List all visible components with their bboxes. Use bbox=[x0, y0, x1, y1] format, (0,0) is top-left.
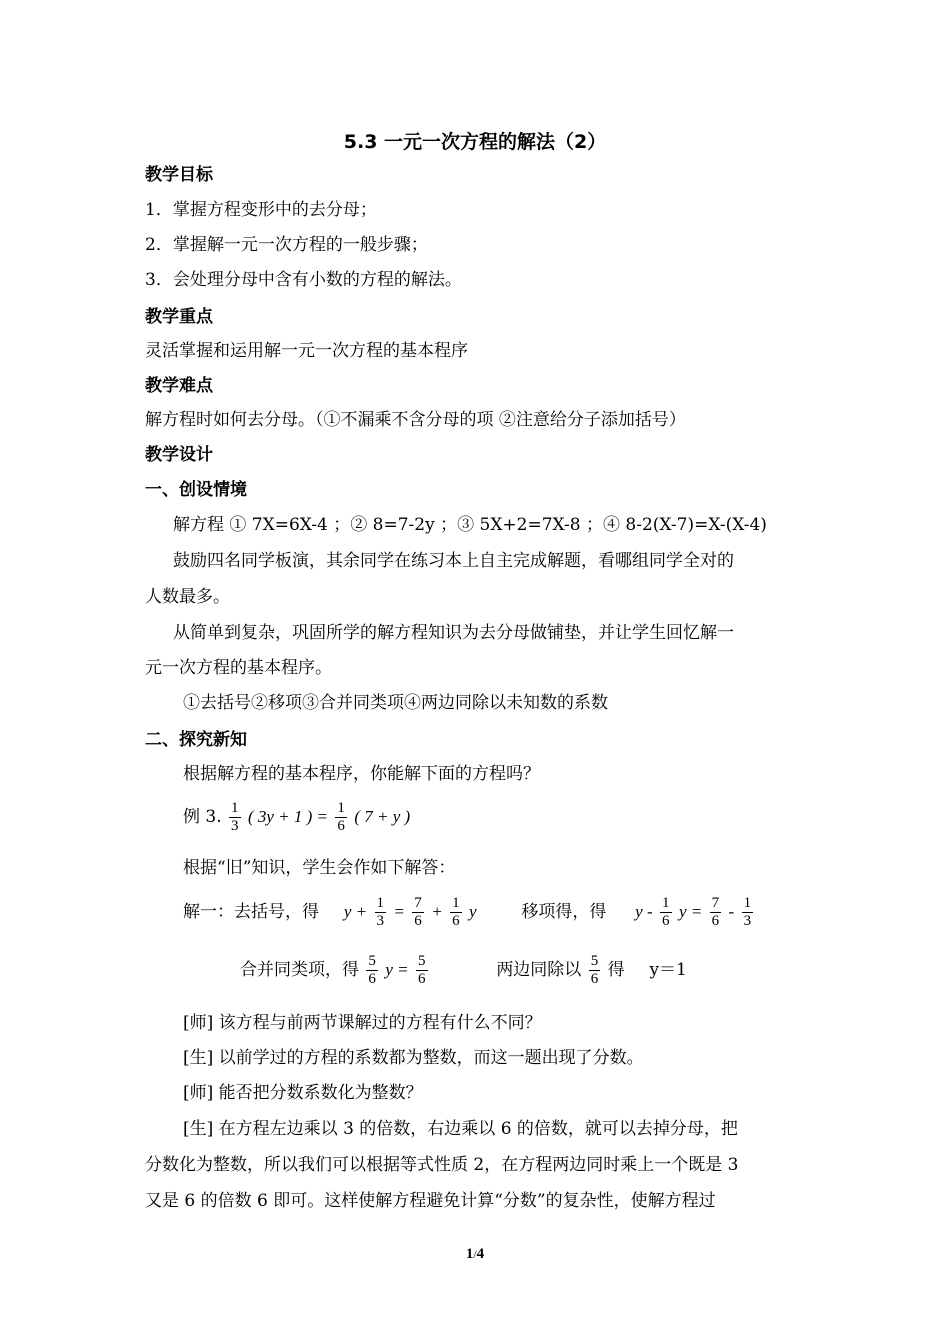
equation-part: y + bbox=[343, 902, 368, 921]
paragraph-line: 又是 6 的倍数 6 即可。这样使解方程避免计算“分数”的复杂性，使解方程过 bbox=[145, 1191, 716, 1211]
page-title: 5.3 一元一次方程的解法（2） bbox=[343, 131, 607, 153]
old-knowledge: 根据“旧”知识，学生会作如下解答： bbox=[183, 858, 456, 878]
design-heading: 教学设计 bbox=[145, 445, 213, 465]
fraction: $\frac{1}{3}$ bbox=[743, 895, 752, 929]
equation-part: ( 7 + y ) bbox=[354, 807, 411, 826]
fraction: $\frac{5}{6}$ bbox=[590, 953, 599, 987]
dialogue-line: [师] 能否把分数系数化为整数？ bbox=[183, 1083, 423, 1103]
combine-label: 合并同类项，得 bbox=[240, 960, 359, 980]
page-number bbox=[0, 1246, 950, 1263]
part1-line: 鼓励四名同学板演，其余同学在练习本上自主完成解题，看哪组同学全对的 bbox=[173, 551, 734, 571]
result: y＝1 bbox=[649, 960, 687, 980]
goals-heading: 教学目标 bbox=[145, 165, 213, 185]
part1-line: 从简单到复杂，巩固所学的解方程知识为去分母做铺垫，并让学生回忆解一 bbox=[173, 623, 734, 643]
key-text: 灵活掌握和运用解一元一次方程的基本程序 bbox=[145, 341, 468, 361]
equation-part: y = bbox=[385, 960, 409, 979]
fraction: $\frac{7}{6}$ bbox=[414, 895, 422, 929]
goal-item: 1．掌握方程变形中的去分母； bbox=[145, 200, 377, 220]
fraction: $\frac{5}{6}$ bbox=[368, 953, 376, 987]
fraction: $\frac{5}{6}$ bbox=[418, 953, 426, 987]
part1-line: 人数最多。 bbox=[145, 587, 230, 607]
dialogue-line: [师] 该方程与前两节课解过的方程有什么不同？ bbox=[183, 1013, 542, 1033]
part1-line: 解方程 ① 7X=6X-4 ；② 8=7-2y ；③ 5X+2=7X-8 ；④ 8-2(X-7)=X-(X-4) bbox=[173, 515, 767, 535]
get-label: 得 bbox=[607, 960, 625, 980]
part1-heading: 一、创设情境 bbox=[145, 480, 247, 500]
fraction: $\frac{1}{6}$ bbox=[337, 800, 345, 834]
fraction: $\frac{1}{3}$ bbox=[376, 895, 384, 929]
fraction: $\frac{7}{6}$ bbox=[711, 895, 720, 929]
fraction: $\frac{1}{6}$ bbox=[662, 895, 670, 929]
equation-part: ( 3y + 1 ) = bbox=[247, 807, 328, 826]
total-pages: 4 bbox=[476, 1246, 485, 1262]
move-label: 移项得，得 bbox=[521, 902, 607, 922]
divide-label: 两边同除以 bbox=[496, 960, 582, 980]
fraction: $\frac{1}{3}$ bbox=[231, 800, 239, 834]
page-separator: / bbox=[473, 1247, 477, 1261]
example-equation bbox=[183, 800, 410, 835]
example-label: 例 3. bbox=[183, 807, 222, 827]
goal-item: 3．会处理分母中含有小数的方程的解法。 bbox=[145, 270, 462, 290]
solution-label: 解一：去括号，得 bbox=[183, 902, 319, 922]
part2-heading: 二、探究新知 bbox=[145, 730, 247, 750]
difficulty-heading: 教学难点 bbox=[145, 376, 213, 396]
part1-line: ①去括号②移项③合并同类项④两边同除以未知数的系数 bbox=[183, 693, 608, 713]
equation-part: + bbox=[431, 902, 443, 921]
dialogue-line: [生] 以前学过的方程的系数都为整数，而这一题出现了分数。 bbox=[183, 1048, 644, 1068]
equation-part: = bbox=[393, 902, 405, 921]
key-heading: 教学重点 bbox=[145, 307, 213, 327]
current-page: 1 bbox=[465, 1246, 474, 1262]
equation-part: y bbox=[469, 902, 477, 921]
equation-part: - bbox=[728, 902, 735, 921]
dialogue-line: [生] 在方程左边乘以 3 的倍数，右边乘以 6 的倍数，就可以去掉分母，把 bbox=[183, 1119, 738, 1139]
equation-part: y - bbox=[635, 902, 653, 921]
part1-line: 元一次方程的基本程序。 bbox=[145, 658, 332, 678]
paragraph-line: 分数化为整数，所以我们可以根据等式性质 2，在方程两边同时乘上一个既是 3 bbox=[145, 1155, 739, 1175]
solution-step-1 bbox=[183, 894, 755, 930]
difficulty-text: 解方程时如何去分母。（①不漏乘不含分母的项 ②注意给分子添加括号） bbox=[145, 410, 686, 430]
goal-item: 2．掌握解一元一次方程的一般步骤； bbox=[145, 235, 428, 255]
equation-part: y = bbox=[678, 902, 703, 921]
solution-step-2 bbox=[240, 952, 687, 988]
fraction: $\frac{1}{6}$ bbox=[452, 895, 460, 929]
part2-intro: 根据解方程的基本程序，你能解下面的方程吗？ bbox=[183, 764, 540, 784]
